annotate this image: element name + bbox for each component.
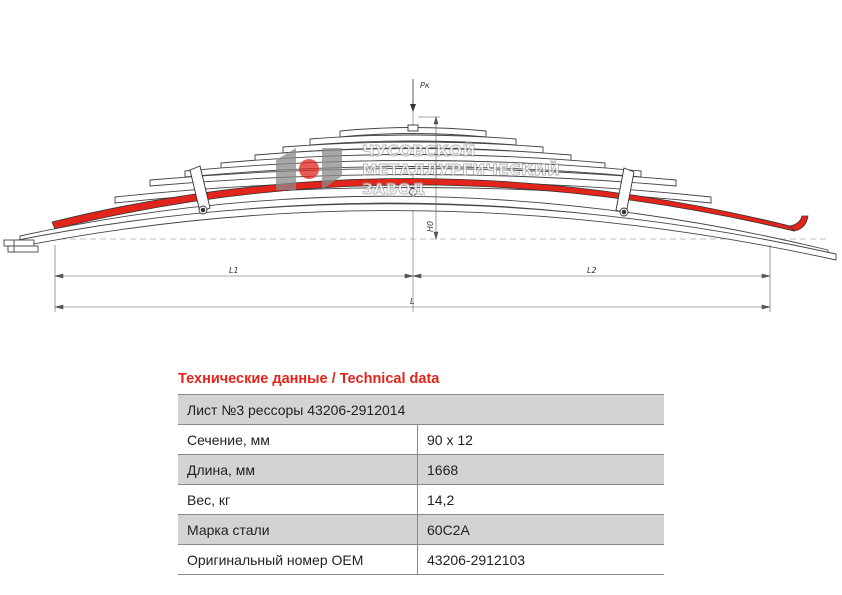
spec-row: [178, 515, 664, 545]
dim-right-label: L2: [587, 266, 597, 275]
highlighted-leaf-hook: [790, 216, 808, 231]
spec-value: 60С2А: [418, 515, 665, 545]
dim-left-label: L1: [229, 266, 239, 275]
spec-label: Сечение, мм: [178, 425, 418, 455]
spec-value: 14,2: [418, 485, 665, 515]
height-label: H0: [426, 220, 435, 232]
spec-value: 90 x 12: [418, 425, 665, 455]
spec-label: Длина, мм: [178, 455, 418, 485]
watermark-line-2: МЕТАЛЛУРГИЧЕСКИЙ: [362, 161, 561, 179]
spec-label: Вес, кг: [178, 485, 418, 515]
spec-row: [178, 425, 664, 455]
spec-table: [178, 394, 664, 575]
spec-value: 1668: [418, 455, 665, 485]
spec-value: 43206-2912103: [418, 545, 665, 575]
spec-row: [178, 455, 664, 485]
spec-header-row: [178, 395, 664, 425]
spec-label: Оригинальный номер OEM: [178, 545, 418, 575]
spring-eye: [4, 240, 38, 252]
spec-row: [178, 485, 664, 515]
load-label: Pк: [420, 81, 430, 90]
watermark-line-3: ЗАВОД: [362, 180, 426, 198]
spec-title: Технические данные / Technical data: [178, 371, 440, 387]
watermark-line-1: ЧУСОВСКОЙ: [362, 142, 476, 160]
spec-label: Марка стали: [178, 515, 418, 545]
dim-total-label: L: [410, 297, 415, 306]
spec-row: [178, 545, 664, 575]
load-arrow: [410, 79, 416, 112]
spec-header: Лист №3 рессоры 43206-2912014: [178, 395, 664, 425]
